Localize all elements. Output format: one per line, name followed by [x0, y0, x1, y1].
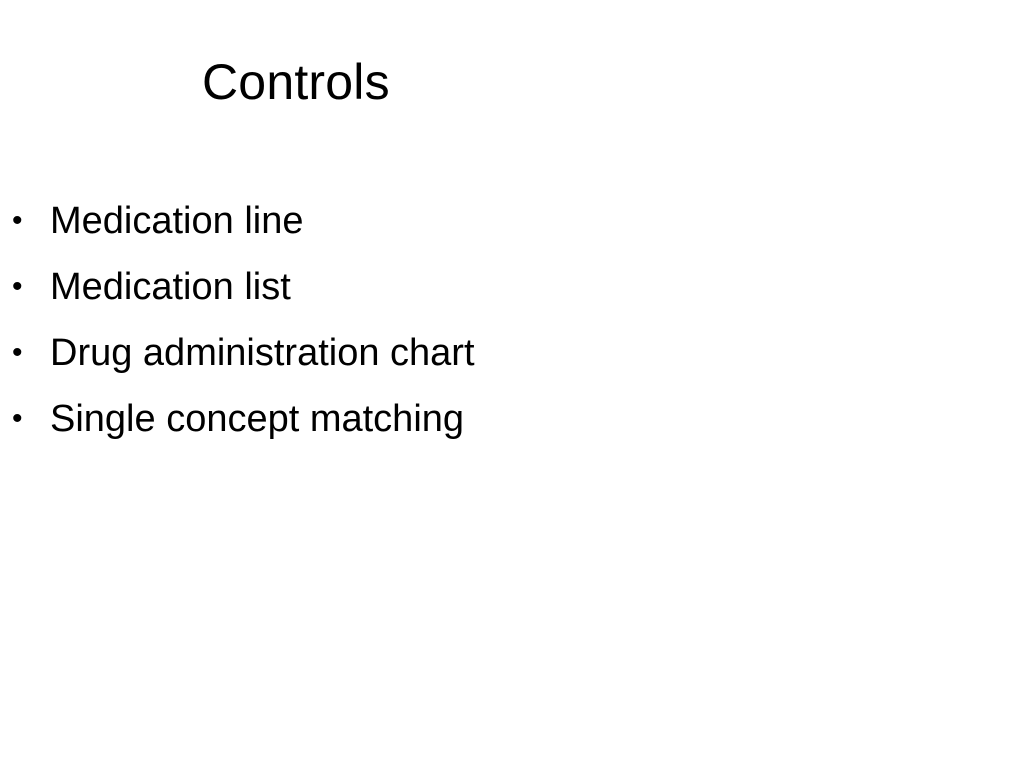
list-item-text: Single concept matching [50, 398, 465, 440]
list-item-text: Medication list [50, 266, 291, 308]
bullet-icon: • [12, 336, 23, 369]
bullet-icon: • [12, 270, 23, 303]
slide-title: Controls [202, 54, 390, 110]
list-item-text: Drug administration chart [50, 332, 475, 374]
list-item-text: Medication line [50, 200, 304, 242]
bullet-icon: • [12, 402, 23, 435]
bullet-icon: • [12, 204, 23, 237]
